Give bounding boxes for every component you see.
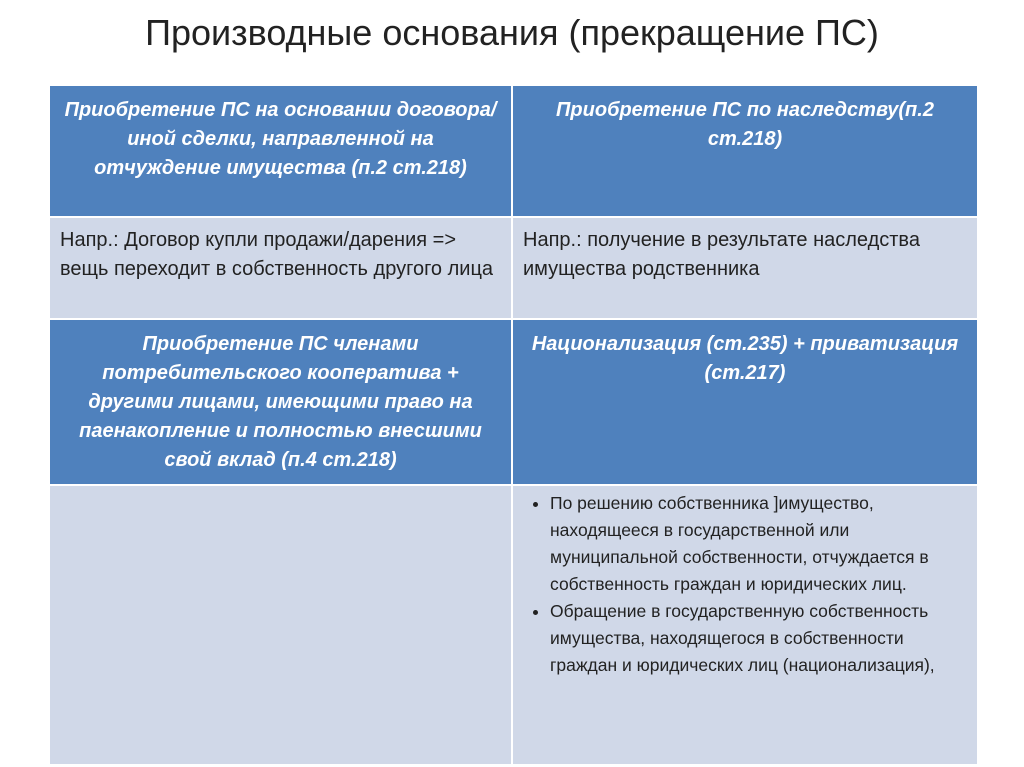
- table-row: [49, 85, 978, 217]
- header-cell-cooperative-acquisition: Приобретение ПС членами потребительского кооператива + другими лицами, имеющими право на паенакопление и полностью внесшими свой вклад (п.4 ст.218): [49, 319, 512, 485]
- table-row: [49, 319, 978, 485]
- header-cell-inheritance-acquisition: Приобретение ПС по наследству(п.2 ст.218): [512, 85, 978, 217]
- comparison-table: [48, 84, 979, 766]
- cell-empty: [49, 485, 512, 765]
- header-cell-nationalization: Национализация (ст.235) + приватизация (ст.217): [512, 319, 978, 485]
- list-item: • Обращение в государственную собственность имущества, находящегося в собственности граждан и юридических лиц (национализация),: [550, 598, 963, 679]
- cell-inheritance-example: Напр.: получение в результате наследства имущества родственника: [512, 217, 978, 319]
- list-item: • По решению собственника ]имущество, находящееся в государственной или муниципальной собственности, отчуждается в собственность граждан и юридических лиц.: [550, 490, 963, 598]
- slide-title: Производные основания (прекращение ПС): [145, 12, 879, 53]
- cell-nationalization-details: [512, 485, 978, 765]
- bullet-list: [523, 490, 963, 679]
- table-row: [49, 485, 978, 765]
- cell-contract-example: Напр.: Договор купли продажи/дарения => вещь переходит в собственность другого лица: [49, 217, 512, 319]
- table-row: [49, 217, 978, 319]
- header-cell-contract-acquisition: Приобретение ПС на основании договора/иной сделки, направленной на отчуждение имущества (п.2 ст.218): [49, 85, 512, 217]
